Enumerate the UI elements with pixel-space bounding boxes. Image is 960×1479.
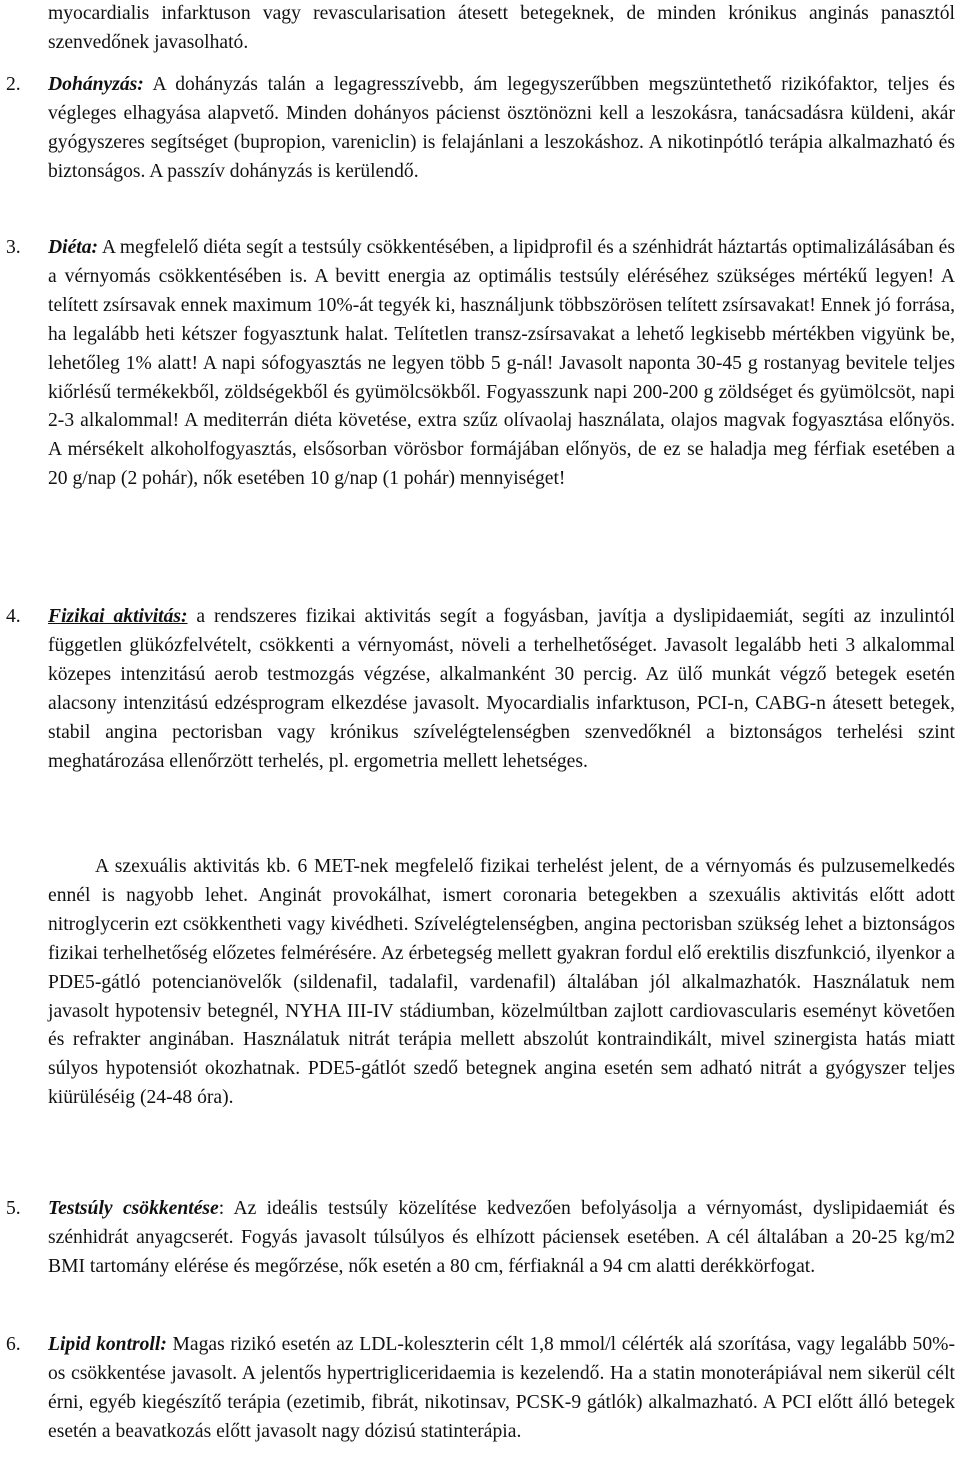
- intro-text: myocardialis infarktuson vagy revascularisation átesett betegeknek, de minden krónikus anginás panasztól szenvedőnek javasolható.: [48, 3, 955, 53]
- list-item-smoking: [0, 71, 960, 187]
- list-item-text: Az ideális testsúly közelítése kedvezően befolyásolja a vérnyomást, dyslipidaemiát és szénhidrát anyagcserét. Fogyás javasolt túlsúlyos és elhízott páciensek esetében. A cél általában a 20-25 kg/m2 BMI tartomány elérése és megőrzése, nők esetén a 80 cm, férfiaknál a 94 cm alatti derékkörfogat.: [48, 1198, 955, 1277]
- term-heading: Diéta:: [48, 237, 99, 258]
- list-item-body: [48, 71, 955, 187]
- term-colon: :: [218, 1198, 225, 1219]
- term-heading: Dohányzás:: [48, 74, 144, 95]
- term-heading: Lipid kontroll:: [48, 1334, 167, 1355]
- list-item-weight-loss: [0, 1195, 960, 1282]
- intro-paragraph: [0, 0, 960, 58]
- term-heading: Testsúly csökkentése: [48, 1198, 219, 1219]
- list-item-text: A dohányzás talán a legagresszívebb, ám legegyszerűbben megszüntethető rizikófaktor, teljes és végleges elhagyása alapvető. Minden dohányos pácienst ösztönözni kell a leszokásra, tanácsadásra küldeni, akár gyógyszeres segítséget (bupropion, vareniclin) is felajánlani a leszokáshoz. A nikotinpótló terápia alkalmazható és biztonságos. A passzív dohányzás is kerülendő.: [48, 74, 955, 182]
- list-item-body: [48, 234, 955, 494]
- sexual-activity-paragraph: [0, 853, 960, 1113]
- list-item-physical-activity: [0, 603, 960, 776]
- list-item-body: [48, 1331, 955, 1447]
- list-number: 3.: [6, 237, 21, 258]
- list-item-text: a rendszeres fizikai aktivitás segít a fogyásban, javítja a dyslipidaemiát, segíti az inzulintól független glükózfelvételt, csökkenti a vérnyomást, növeli a terhelhetőséget. Javasolt legalább heti 3 alkalommal közepes intenzitású aerob testmozgás végzése, alkalmanként 30 percig. Az ülő munkát végző betegek esetén alacsony intenzitású edzésprogram elkezdése javasolt. Myocardialis infarktuson, PCI-n, CABG-n átesett betegek, stabil angina pectorisban vagy krónikus szívelégtelenségben szenvedőknél a biztonságos terhelési szint meghatározása ellenőrzött terhelés, pl. ergometria mellett lehetséges.: [48, 606, 955, 772]
- list-item-body: [48, 1195, 955, 1282]
- list-item-diet: [0, 234, 960, 494]
- list-item-text: A megfelelő diéta segít a testsúly csökkentésében, a lipidprofil és a szénhidrát háztartás optimalizálásában és a vérnyomás csökkentésében is. A bevitt energia az optimális testsúly eléréséhez szükséges mértékű legyen! A telített zsírsavak ennek maximum 10%-át tegyék ki, használjunk többszörösen telített zsírsavakat! Ennek jó forrása, ha legalább heti kétszer fogyasztunk halat. Telítetlen transz-zsírsavakat a lehető legkisebb mértékben vigyünk be, lehetőleg 1% alatt! A napi sófogyasztás ne legyen több 5 g-nál! Javasolt naponta 30-45 g rostanyag bevitele teljes kiőrlésű termékekből, zöldségekből és gyümölcsökből. Fogyasszunk napi 200-200 g zöldséget és gyümölcsöt, napi 2-3 alkalommal! A mediterrán diéta követése, extra szűz olívaolaj használata, olajos magvak fogyasztása előnyös. A mérsékelt alkoholfogyasztás, elsősorban vörösbor formájában előnyös, de ez se haladja meg férfiak esetében a 20 g/nap (2 pohár), nők esetében 10 g/nap (1 pohár) mennyiséget!: [48, 237, 956, 490]
- sexual-activity-text: A szexuális aktivitás kb. 6 MET-nek megfelelő fizikai terhelést jelent, de a vérnyomás és pulzusemelkedés ennél is nagyobb lehet. Anginát provokálhat, ismert coronaria betegekben a szexuális aktivitás előtt adott nitroglycerin ezt csökkentheti vagy kivédheti. Szívelégtelenségben, angina pectorisban szükség lehet a biztonságos fizikai terhelhetőség előzetes felmérésére. Az érbetegség mellett gyakran fordul elő erektilis diszfunkció, ilyenkor a PDE5-gátló potencianövelők (sildenafil, tadalafil, vardenafil) általában jól alkalmazhatók. Használatuk nem javasolt hypotensiv betegnél, NYHA III-IV stádiumban, közelmúltban zajlott cardiovascularis eseményt követően és refrakter anginában. Használatuk nitrát terápia mellett abszolút kontraindikált, mivel szinergista hatás miatt súlyos hypotensiót okozhatnak. PDE5-gátlót szedő betegnek angina esetén sem adható nitrát a gyógyszer teljes kiürüléséig (24-48 óra).: [48, 856, 955, 1109]
- list-item-body: [48, 603, 955, 776]
- list-number: 5.: [6, 1198, 21, 1219]
- list-number: 6.: [6, 1334, 21, 1355]
- list-number: 4.: [6, 606, 21, 627]
- list-item-lipid-control: [0, 1331, 960, 1447]
- list-item-text: Magas rizikó esetén az LDL-koleszterin célt 1,8 mmol/l célérték alá szorítása, vagy legalább 50%-os csökkentése javasolt. A jelentős hypertrigliceridaemia is kezelendő. Ha a statin monoterápiával nem sikerül célt érni, egyéb kiegészítő terápia (ezetimib, fibrát, nikotinsav, PCSK-9 gátlók) alkalmazható. A PCI előtt álló betegek esetén a beavatkozás előtt javasolt nagy dózisú statinterápia.: [48, 1334, 955, 1442]
- term-heading: Fizikai aktivitás:: [48, 606, 188, 627]
- list-number: 2.: [6, 74, 21, 95]
